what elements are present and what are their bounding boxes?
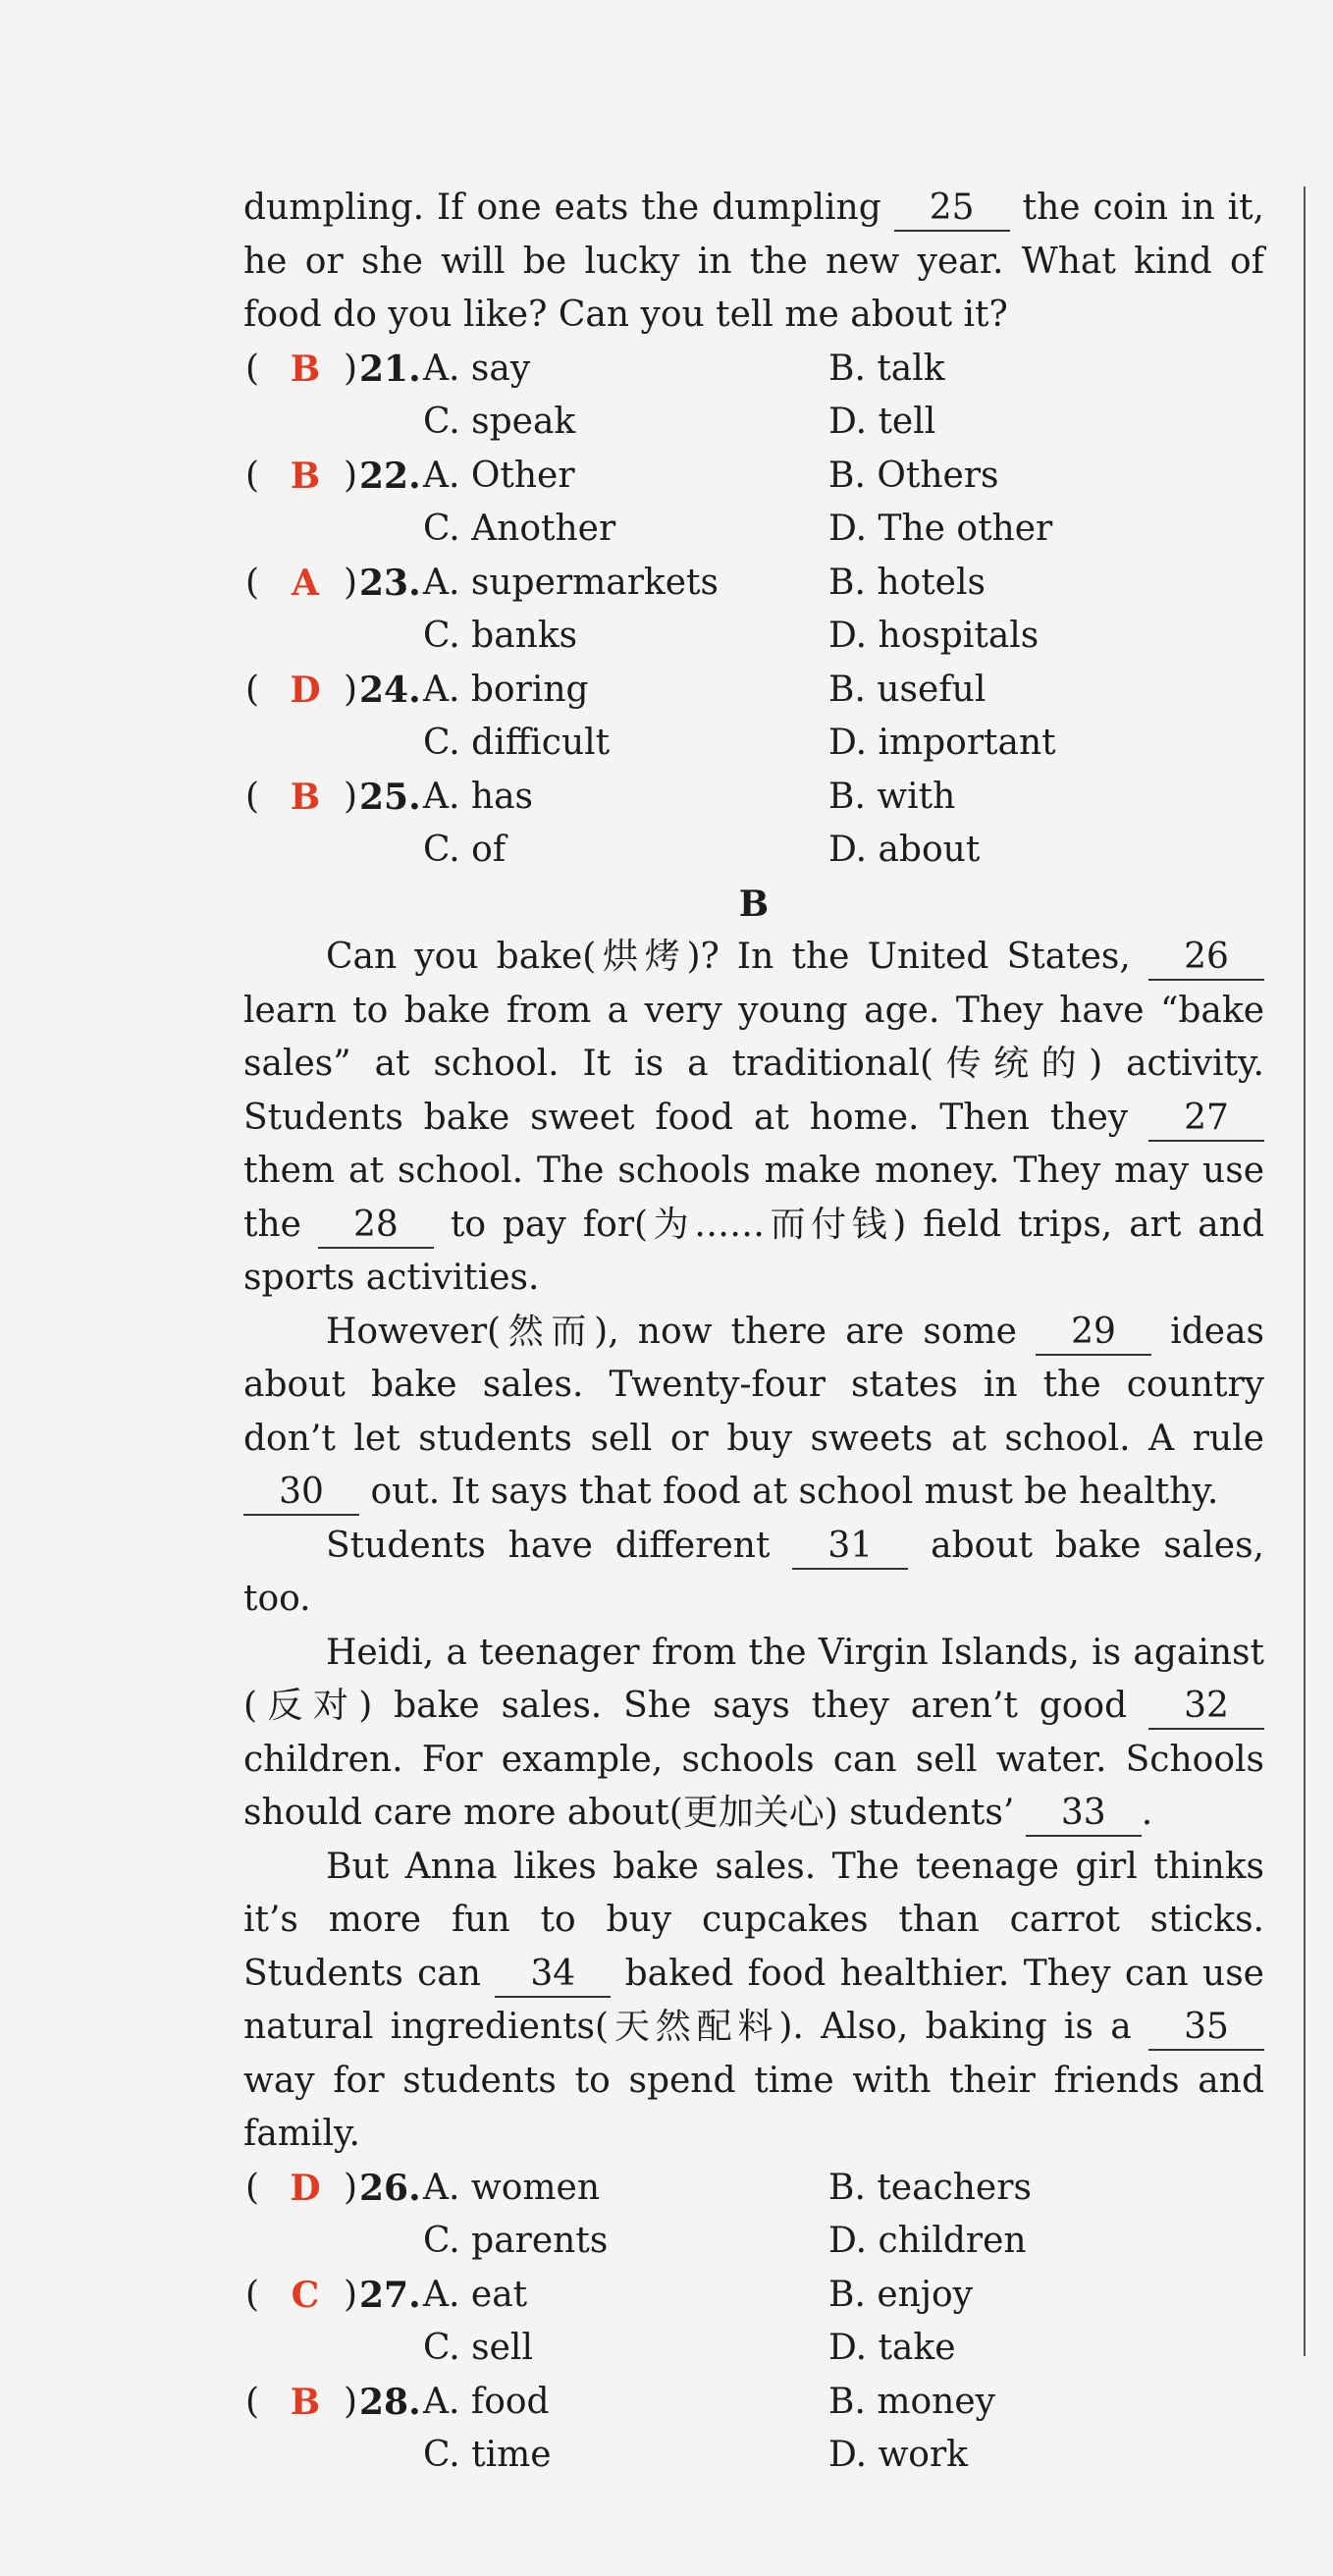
option-c[interactable]: C. banks — [423, 616, 578, 656]
option-a[interactable]: A. Other — [423, 455, 575, 496]
blank-27[interactable]: 27 — [1148, 1097, 1264, 1142]
question-number: 24. — [359, 669, 421, 711]
option-d[interactable]: D. take — [828, 2328, 956, 2368]
option-b[interactable]: B. money — [828, 2381, 995, 2422]
option-a[interactable]: A. supermarkets — [423, 562, 719, 603]
answer-mark[interactable]: B — [290, 455, 321, 497]
question-item — [243, 2162, 1264, 2269]
answer-mark[interactable]: B — [290, 776, 321, 818]
option-a[interactable]: A. women — [423, 2167, 600, 2208]
close-paren: ) — [344, 669, 358, 710]
question-number: 25. — [359, 776, 421, 818]
option-c[interactable]: C. speak — [423, 402, 576, 442]
right-margin-rule — [1304, 187, 1306, 2356]
open-paren: ( — [245, 562, 260, 603]
question-item — [243, 343, 1264, 450]
passage-b-paragraph-2: However(然而), now there are some 29 ideas about bake sales. Twenty-four states in the country don’t let students sell or buy sweets at school. A rule 30 out. It says that food at school must be healthy. — [243, 1306, 1264, 1520]
option-c[interactable]: C. parents — [423, 2221, 609, 2261]
option-d[interactable]: D. work — [828, 2435, 968, 2475]
blank-33[interactable]: 33 — [1026, 1792, 1142, 1837]
open-paren: ( — [245, 2167, 260, 2208]
passage-b-paragraph-1: Can you bake(烘烤)? In the United States, 26 learn to bake from a very young age. They have “bake sales” at school. It is a traditional(传统的) activity. Students bake sweet food at home. Then they 27 them at school. The schools make money. They may use the 28 to pay for(为……而付钱) field trips, art and sports activities. — [243, 937, 1265, 1298]
option-b[interactable]: B. hotels — [828, 562, 986, 603]
option-c[interactable]: C. Another — [423, 509, 616, 549]
option-b[interactable]: B. teachers — [828, 2167, 1032, 2208]
option-c[interactable]: C. sell — [423, 2328, 533, 2368]
open-paren: ( — [245, 776, 260, 817]
option-b[interactable]: B. with — [828, 776, 956, 817]
option-c[interactable]: C. of — [423, 830, 507, 870]
question-item — [243, 2269, 1264, 2376]
option-d[interactable]: D. The other — [828, 509, 1053, 549]
question-number: 22. — [359, 455, 421, 497]
open-paren: ( — [245, 348, 260, 389]
option-a[interactable]: A. say — [423, 348, 531, 389]
question-item — [243, 557, 1264, 664]
open-paren: ( — [245, 2381, 260, 2422]
option-d[interactable]: D. children — [828, 2221, 1027, 2261]
close-paren: ) — [344, 2381, 358, 2422]
question-number: 28. — [359, 2381, 421, 2423]
question-item — [243, 771, 1264, 878]
answer-mark[interactable]: C — [291, 2274, 320, 2316]
blank-26[interactable]: 26 — [1148, 936, 1264, 981]
open-paren: ( — [245, 2274, 260, 2315]
open-paren: ( — [245, 455, 260, 496]
answer-mark[interactable]: B — [290, 2381, 321, 2423]
question-group-a — [243, 343, 1264, 878]
answer-mark[interactable]: D — [290, 669, 321, 711]
worksheet-content — [243, 182, 1264, 2483]
option-d[interactable]: D. hospitals — [828, 616, 1040, 656]
blank-29[interactable]: 29 — [1036, 1311, 1151, 1356]
blank-31[interactable]: 31 — [792, 1525, 908, 1570]
blank-35[interactable]: 35 — [1148, 2006, 1264, 2051]
question-item — [243, 664, 1264, 771]
close-paren: ) — [344, 2274, 358, 2315]
passage-b-paragraph-3: Students have different 31 about bake sales, too. — [243, 1525, 1264, 1619]
answer-mark[interactable]: A — [292, 562, 319, 604]
blank-34[interactable]: 34 — [495, 1953, 611, 1998]
option-a[interactable]: A. boring — [423, 669, 589, 710]
question-group-b — [243, 2162, 1264, 2483]
option-b[interactable]: B. enjoy — [828, 2274, 974, 2315]
blank-30[interactable]: 30 — [243, 1471, 359, 1516]
option-b[interactable]: B. talk — [828, 348, 945, 389]
close-paren: ) — [344, 348, 358, 389]
open-paren: ( — [245, 669, 260, 710]
close-paren: ) — [344, 776, 358, 817]
question-number: 27. — [359, 2274, 421, 2316]
answer-mark[interactable]: B — [290, 348, 321, 390]
option-d[interactable]: D. important — [828, 723, 1056, 763]
question-number: 23. — [359, 562, 421, 604]
option-b[interactable]: B. Others — [828, 455, 999, 496]
option-a[interactable]: A. has — [423, 776, 534, 817]
option-d[interactable]: D. tell — [828, 402, 936, 442]
question-item — [243, 450, 1264, 557]
option-d[interactable]: D. about — [828, 830, 981, 870]
passage-a-tail: dumpling. If one eats the dumpling 25 the coin in it, he or she will be lucky in the new year. What kind of food do you like? Can you tell me about it? — [243, 188, 1264, 335]
blank-32[interactable]: 32 — [1148, 1685, 1264, 1730]
option-c[interactable]: C. time — [423, 2435, 552, 2475]
question-item — [243, 2376, 1264, 2483]
option-c[interactable]: C. difficult — [423, 723, 611, 763]
blank-28[interactable]: 28 — [318, 1204, 434, 1249]
option-a[interactable]: A. food — [423, 2381, 550, 2422]
answer-mark[interactable]: D — [290, 2167, 321, 2209]
close-paren: ) — [344, 562, 358, 603]
option-a[interactable]: A. eat — [423, 2274, 528, 2315]
section-b-title: B — [738, 883, 770, 925]
question-number: 21. — [359, 348, 421, 390]
close-paren: ) — [344, 2167, 358, 2208]
question-number: 26. — [359, 2167, 421, 2209]
passage-b-paragraph-5: But Anna likes bake sales. The teenage girl thinks it’s more fun to buy cupcakes than carrot sticks. Students can 34 baked food healthier. They can use natural ingredients(天然配料). Also, baking is a 35 way for students to spend time with their friends and family. — [243, 1846, 1264, 2154]
passage-b-paragraph-4: Heidi, a teenager from the Virgin Islands, is against (反对) bake sales. She says they aren’t good 32 children. For example, schools can sell water. Schools should care more about(更加关心) students’ 33 . — [243, 1627, 1264, 1841]
blank-25[interactable]: 25 — [894, 187, 1010, 232]
close-paren: ) — [344, 455, 358, 496]
option-b[interactable]: B. useful — [828, 669, 986, 710]
